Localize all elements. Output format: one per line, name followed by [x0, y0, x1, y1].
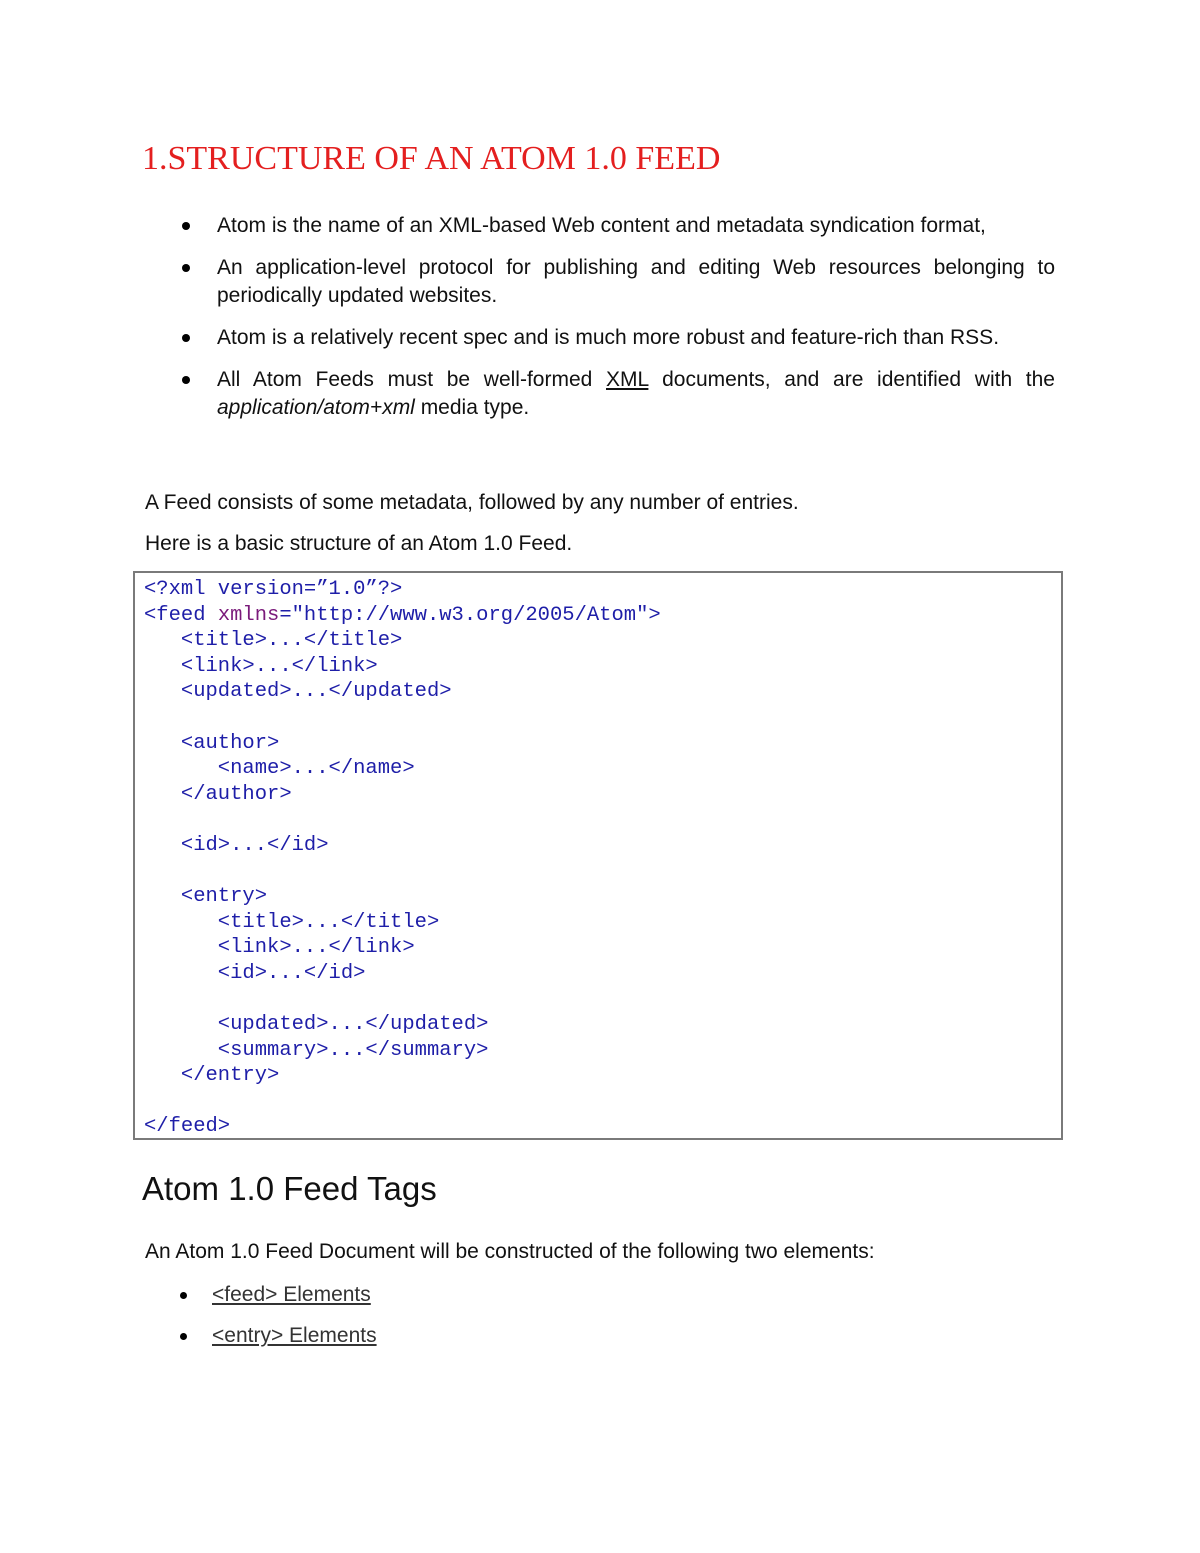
- feed-description: A Feed consists of some metadata, followed by any number of entries.: [145, 491, 799, 514]
- element-link-list: [145, 1281, 377, 1363]
- bullet-text-middle: documents, and are identified with the: [648, 368, 1055, 391]
- code-listing: [144, 577, 661, 1140]
- list-item: [145, 1322, 377, 1350]
- list-item: [145, 212, 1055, 240]
- bullet-icon: [180, 1333, 187, 1340]
- entry-elements-link[interactable]: <entry> Elements: [212, 1324, 377, 1347]
- list-item: [145, 324, 1055, 352]
- bullet-icon: [182, 222, 190, 230]
- bullet-text: An application-level protocol for publishing and editing Web resources belonging to periodically updated websites.: [217, 256, 1055, 307]
- code-line-xml-declaration: <?xml version=”1.0”?>: [144, 578, 403, 601]
- bullet-text-end: media type.: [414, 396, 530, 419]
- bullet-text: Atom is a relatively recent spec and is much more robust and feature-rich than RSS.: [217, 326, 1000, 349]
- xml-link[interactable]: XML: [606, 368, 649, 391]
- list-item: [145, 254, 1055, 310]
- code-line-feed-open: <feed xmlns="http://www.w3.org/2005/Atom">: [144, 603, 661, 627]
- list-item: [145, 1281, 377, 1309]
- bullet-text: [217, 366, 1055, 422]
- feed-elements-link[interactable]: <feed> Elements: [212, 1283, 371, 1306]
- intro-bullet-list: [145, 212, 1055, 436]
- section-heading: Atom 1.0 Feed Tags: [142, 1170, 437, 1207]
- bullet-icon: [182, 376, 190, 384]
- bullet-icon: [182, 334, 190, 342]
- structure-intro: Here is a basic structure of an Atom 1.0 Feed.: [145, 532, 573, 555]
- bullet-icon: [182, 264, 190, 272]
- code-body: <title>...</title> <link>...</link> <updated>...</updated> <author> <name>...</name> </author> <id>...</id> <entry> <title>...</title> <link>...</link> <id>...</id> <updated>...</updated> <summary>...</summary> </entry> </feed>: [144, 629, 489, 1139]
- bullet-text-start: All Atom Feeds must be well-formed: [217, 368, 606, 391]
- section-intro: An Atom 1.0 Feed Document will be constructed of the following two elements:: [145, 1240, 875, 1263]
- list-item: [145, 366, 1055, 422]
- code-block: [133, 571, 1063, 1140]
- page-title: 1.STRUCTURE OF AN ATOM 1.0 FEED: [142, 140, 721, 177]
- media-type-text: application/atom+xml: [217, 396, 415, 419]
- bullet-icon: [180, 1292, 187, 1299]
- bullet-text: Atom is the name of an XML-based Web content and metadata syndication format,: [217, 214, 986, 237]
- code-attribute: xmlns: [217, 603, 280, 627]
